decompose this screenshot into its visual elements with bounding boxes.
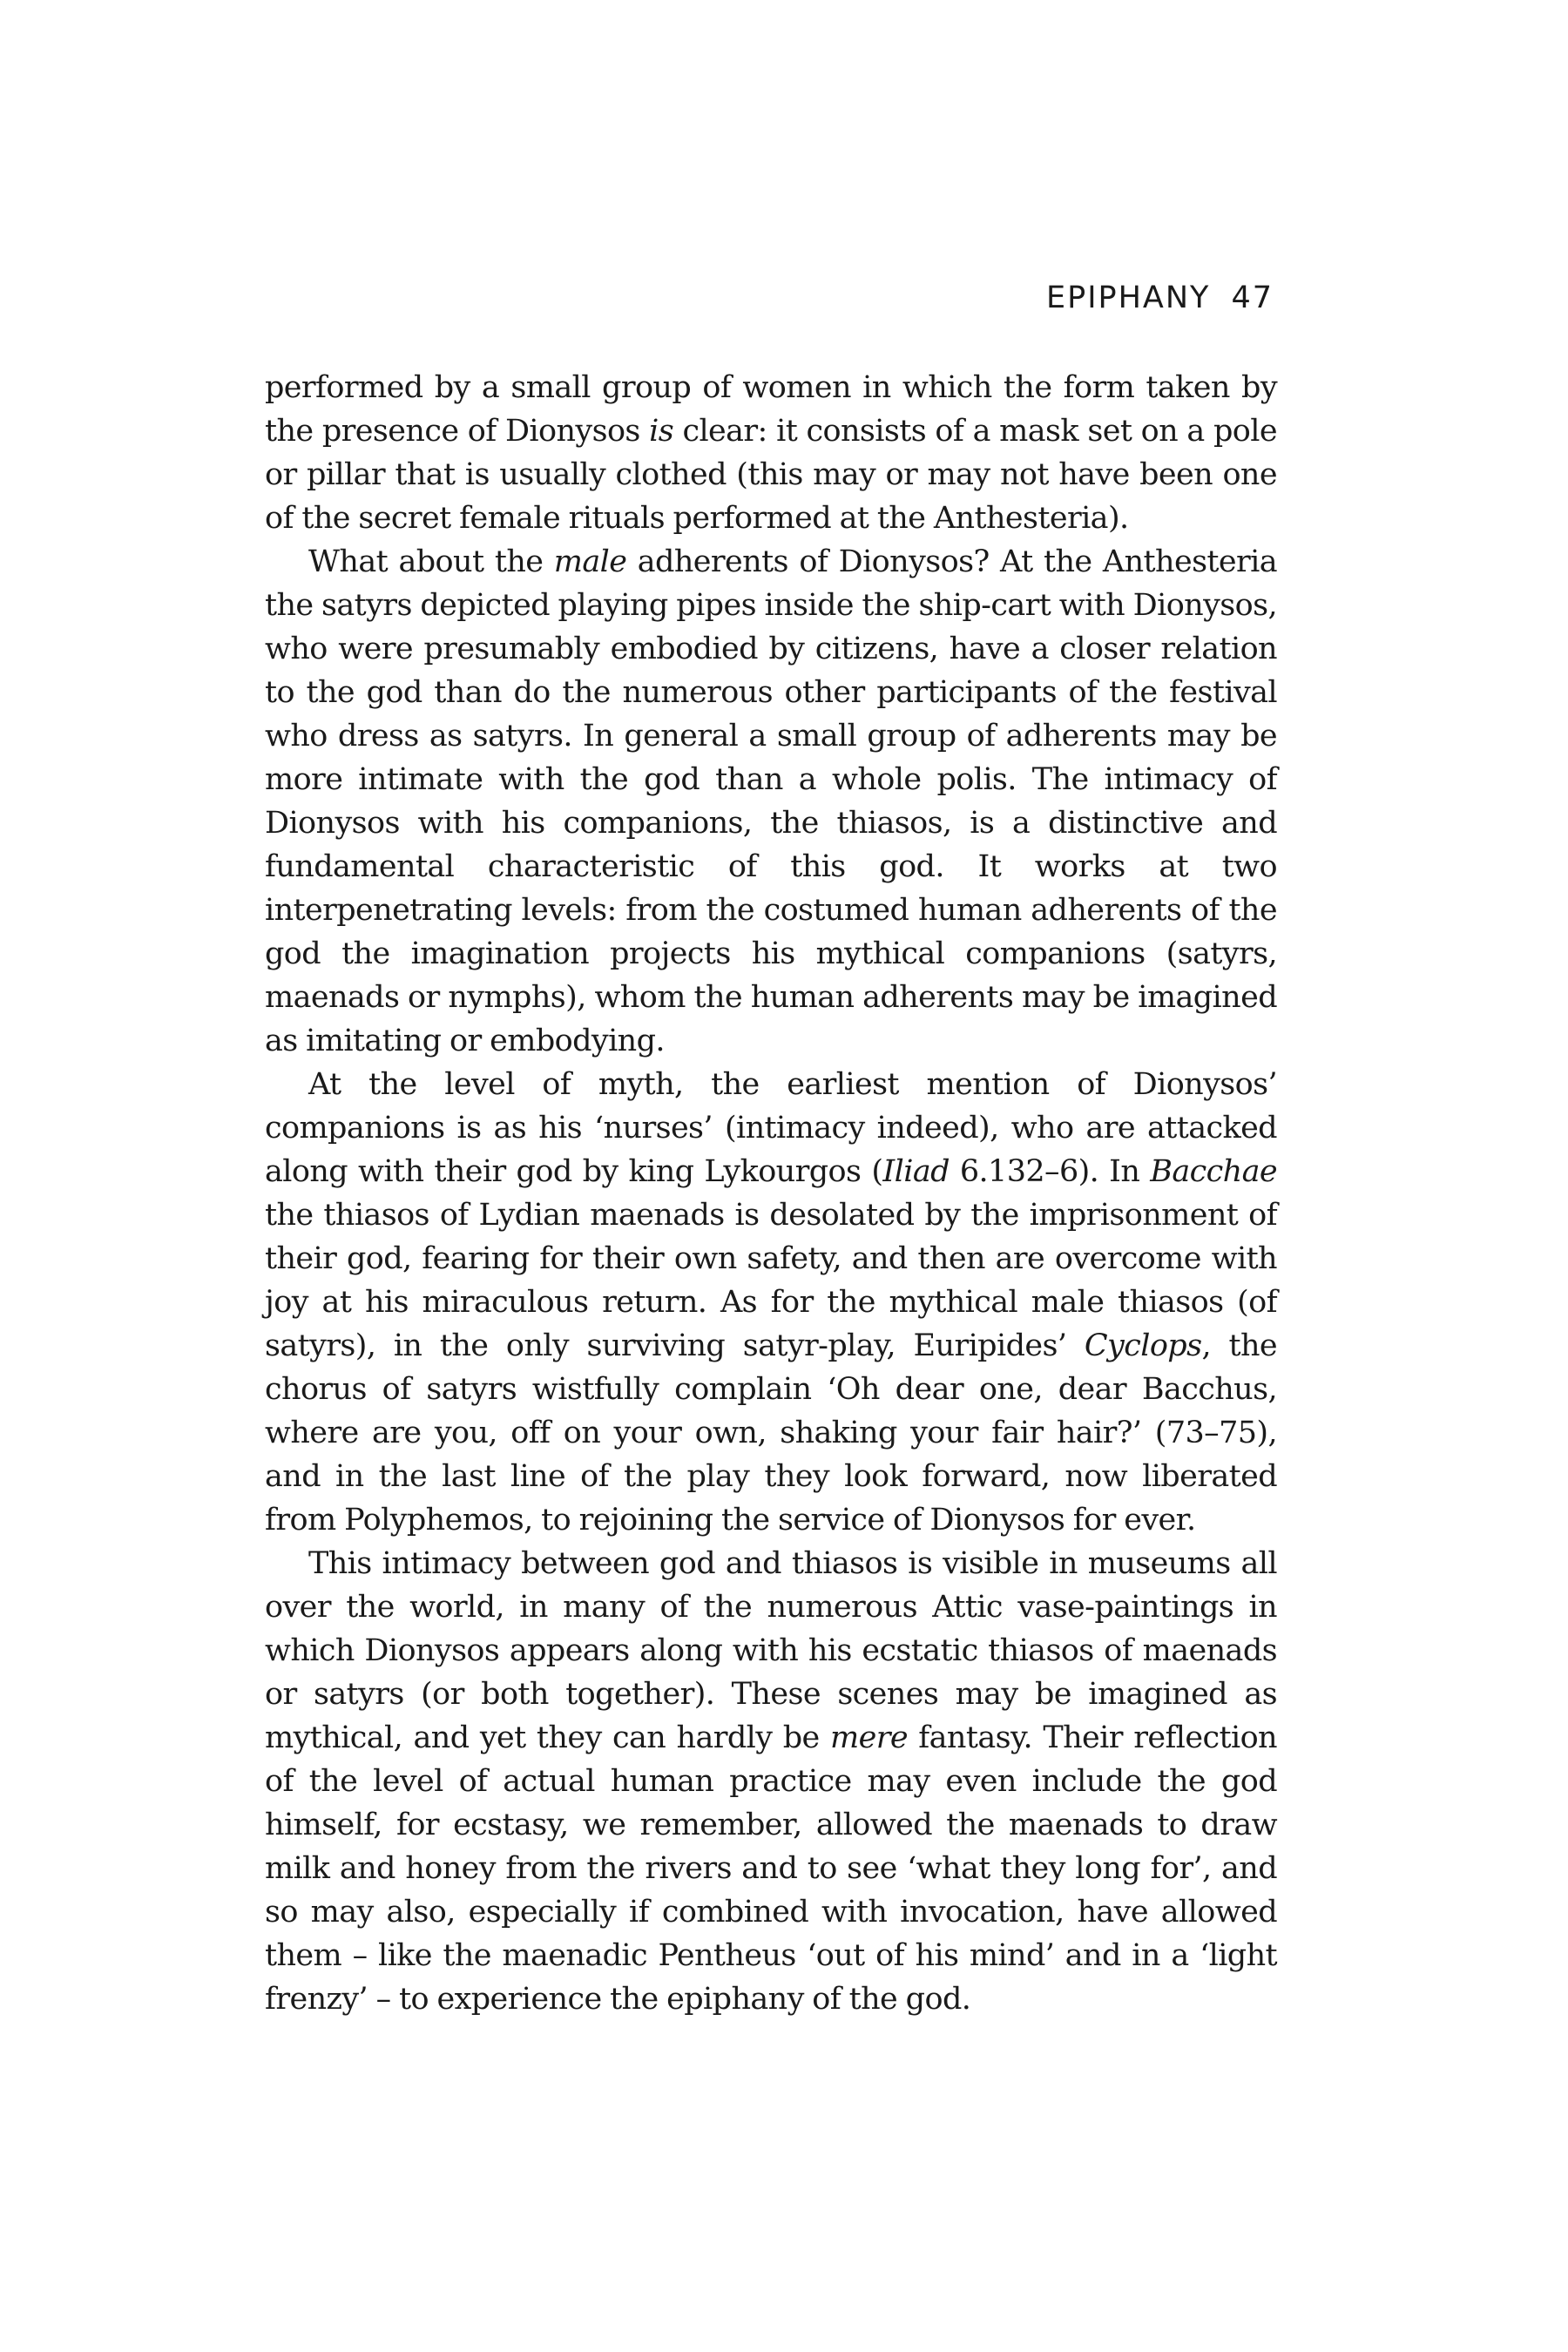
paragraph-4: This intimacy between god and thiasos is visible in museums all over the world, in many of the numerous Attic vase-paintings in which Dionysos appears along with his ecstatic thiasos of maenads or satyrs (or both together). These scenes may be imagined as mythical, and yet they can hardly be mere fantasy. Their reflection of the level of actual human practice may even include the god himself, for ecstasy, we remember, allowed the maenads to draw milk and honey from the rivers and to see ‘what they long for’, and so may also, especially if combined with invocation, have allowed them – like the maenadic Pentheus ‘out of his mind’ and in a ‘light frenzy’ – to experience the epiphany of the god. bbox=[265, 1546, 1277, 2017]
running-head bbox=[1046, 280, 1274, 315]
paragraph-1: performed by a small group of women in which the form taken by the presence of Dionysos is clear: it consists of a mask set on a pole or pillar that is usually clothed (this may or may not have been one of the secret female rituals performed at the Anthesteria). bbox=[265, 370, 1277, 536]
running-title: EPIPHANY bbox=[1045, 280, 1211, 315]
page-number: 47 bbox=[1231, 280, 1274, 315]
paragraph-3: At the level of myth, the earliest mention of Dionysos’ companions is as his ‘nurses’ (intimacy indeed), who are attacked along with their god by king Lykourgos (Iliad 6.132–6). In Bacchae the thiasos of Lydian maenads is desolated by the imprisonment of their god, fearing for their own safety, and then are overcome with joy at his miraculous return. As for the mythical male thiasos (of satyrs), in the only surviving satyr-play, Euripides’ Cyclops, the chorus of satyrs wistfully complain ‘Oh dear one, dear Bacchus, where are you, off on your own, shaking your fair hair?’ (73–75), and in the last line of the play they look forward, now liberated from Polyphemos, to rejoining the service of Dionysos for ever. bbox=[265, 1067, 1278, 1538]
body-text bbox=[265, 366, 1277, 2021]
paragraph-2: What about the male adherents of Dionysos? At the Anthesteria the satyrs depicted playing pipes inside the ship-cart with Dionysos, who were presumably embodied by citizens, have a closer relation to the god than do the numerous other participants of the festival who dress as satyrs. In general a small group of adherents may be more intimate with the god than a whole polis. The intimacy of Dionysos with his companions, the thiasos, is a distinctive and fundamental characteristic of this god. It works at two interpenetrating levels: from the costumed human adherents of the god the imagination projects his mythical companions (satyrs, maenads or nymphs), whom the human adherents may be imagined as imitating or embodying. bbox=[265, 544, 1278, 1058]
